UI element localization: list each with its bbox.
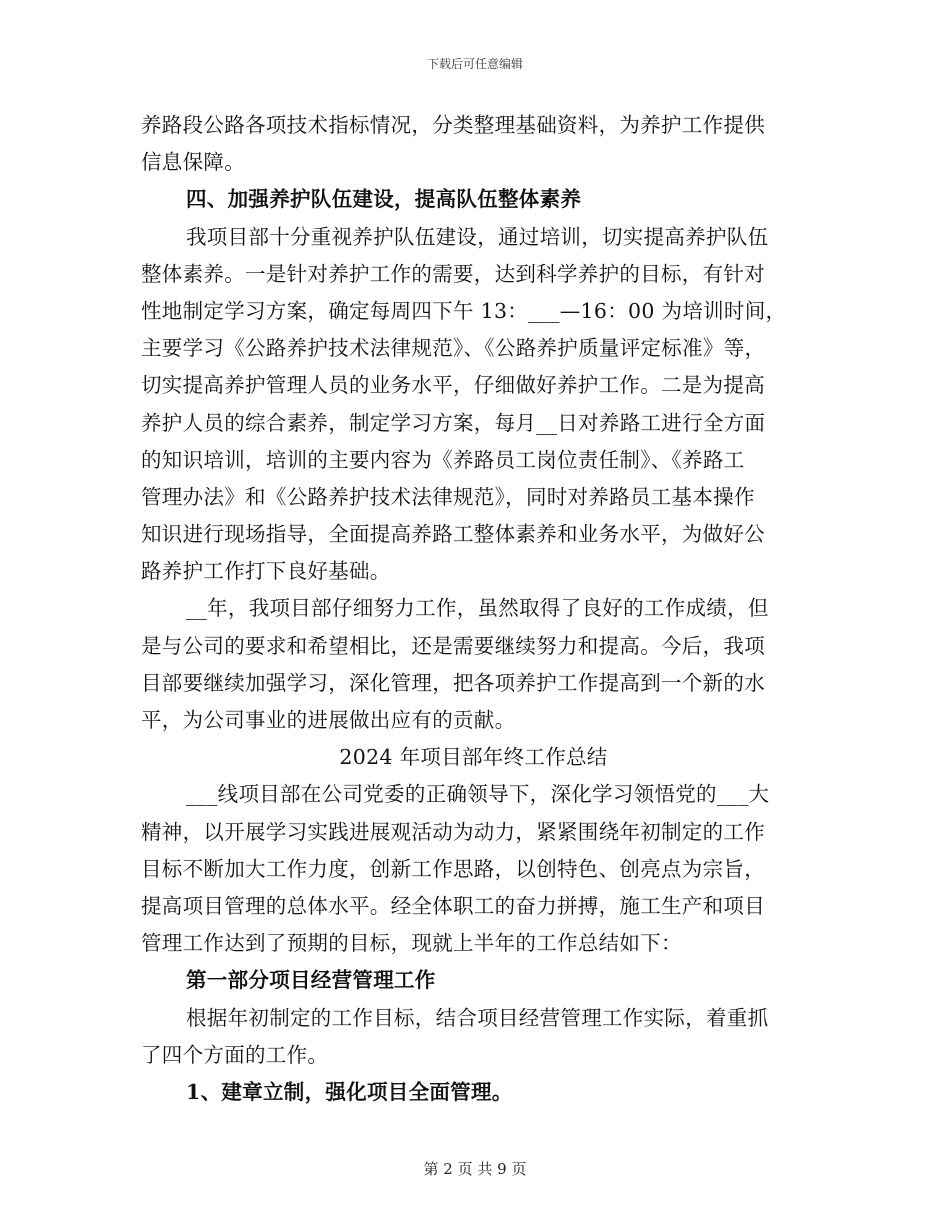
paragraph-line: 性地制定学习方案，确定每周四下午 13：___—16：00 为培训时间， bbox=[141, 298, 787, 323]
paragraph-line: 目标不断加大工作力度，创新工作思路，以创特色、创亮点为宗旨， bbox=[141, 856, 765, 881]
page-footer: 第 2 页 共 9 页 bbox=[423, 1160, 527, 1178]
document-body bbox=[141, 107, 806, 1111]
paragraph-line: 是与公司的要求和希望相比，还是需要继续努力和提高。今后，我项 bbox=[141, 633, 765, 658]
section-heading: 第一部分项目经营管理工作 bbox=[186, 968, 436, 993]
section-heading: 四、加强养护队伍建设，提高队伍整体素养 bbox=[186, 187, 582, 212]
paragraph-line: 了四个方面的工作。 bbox=[141, 1042, 329, 1067]
paragraph-line: 提高项目管理的总体水平。经全体职工的奋力拼搏，施工生产和项目 bbox=[141, 893, 765, 918]
paragraph-line: 养路段公路各项技术指标情况，分类整理基础资料，为养护工作提供 bbox=[141, 113, 765, 137]
paragraph-line: ___线项目部在公司党委的正确领导下，深化学习领悟党的___大 bbox=[186, 782, 770, 807]
page-header: 下载后可任意编辑 bbox=[426, 57, 523, 71]
paragraph-line: 根据年初制定的工作目标，结合项目经营管理工作实际，着重抓 bbox=[186, 1005, 769, 1030]
paragraph-line: __年，我项目部仔细努力工作，虽然取得了良好的工作成绩，但 bbox=[186, 596, 769, 621]
paragraph-line: 精神，以开展学习实践进展观活动为动力，紧紧围绕年初制定的工作 bbox=[141, 819, 765, 844]
paragraph-line: 整体素养。一是针对养护工作的需要，达到科学养护的目标，有针对 bbox=[141, 261, 765, 286]
paragraph-line: 平，为公司事业的进展做出应有的贡献。 bbox=[141, 708, 516, 732]
document-title: 2024 年项目部年终工作总结 bbox=[339, 745, 608, 770]
paragraph-line: 管理工作达到了预期的目标，现就上半年的工作总结如下： bbox=[141, 931, 682, 956]
paragraph-line: 的知识培训，培训的主要内容为《养路员工岗位责任制》、《养路工 bbox=[141, 447, 745, 472]
paragraph-line: 信息保障。 bbox=[141, 150, 245, 175]
paragraph-line: 知识进行现场指导，全面提高养路工整体素养和业务水平，为做好公 bbox=[141, 522, 765, 547]
paragraph-line: 主要学习《公路养护技术法律规范》、《公路养护质量评定标准》等， bbox=[141, 336, 766, 361]
paragraph-line: 切实提高养护管理人员的业务水平，仔细做好养护工作。二是为提高 bbox=[141, 373, 765, 398]
paragraph-line: 管理办法》和《公路养护技术法律规范》，同时对养路员工基本操作 bbox=[141, 484, 755, 509]
paragraph-line: 路养护工作打下良好基础。 bbox=[141, 559, 391, 584]
paragraph-line: 目部要继续加强学习，深化管理，把各项养护工作提高到一个新的水 bbox=[141, 670, 765, 695]
paragraph-line: 我项目部十分重视养护队伍建设，通过培训，切实提高养护队伍 bbox=[186, 224, 769, 249]
subsection-heading: 1、建章立制，强化项目全面管理。 bbox=[186, 1079, 513, 1104]
paragraph-line: 养护人员的综合素养，制定学习方案，每月__日对养路工进行全方面 bbox=[141, 410, 766, 435]
